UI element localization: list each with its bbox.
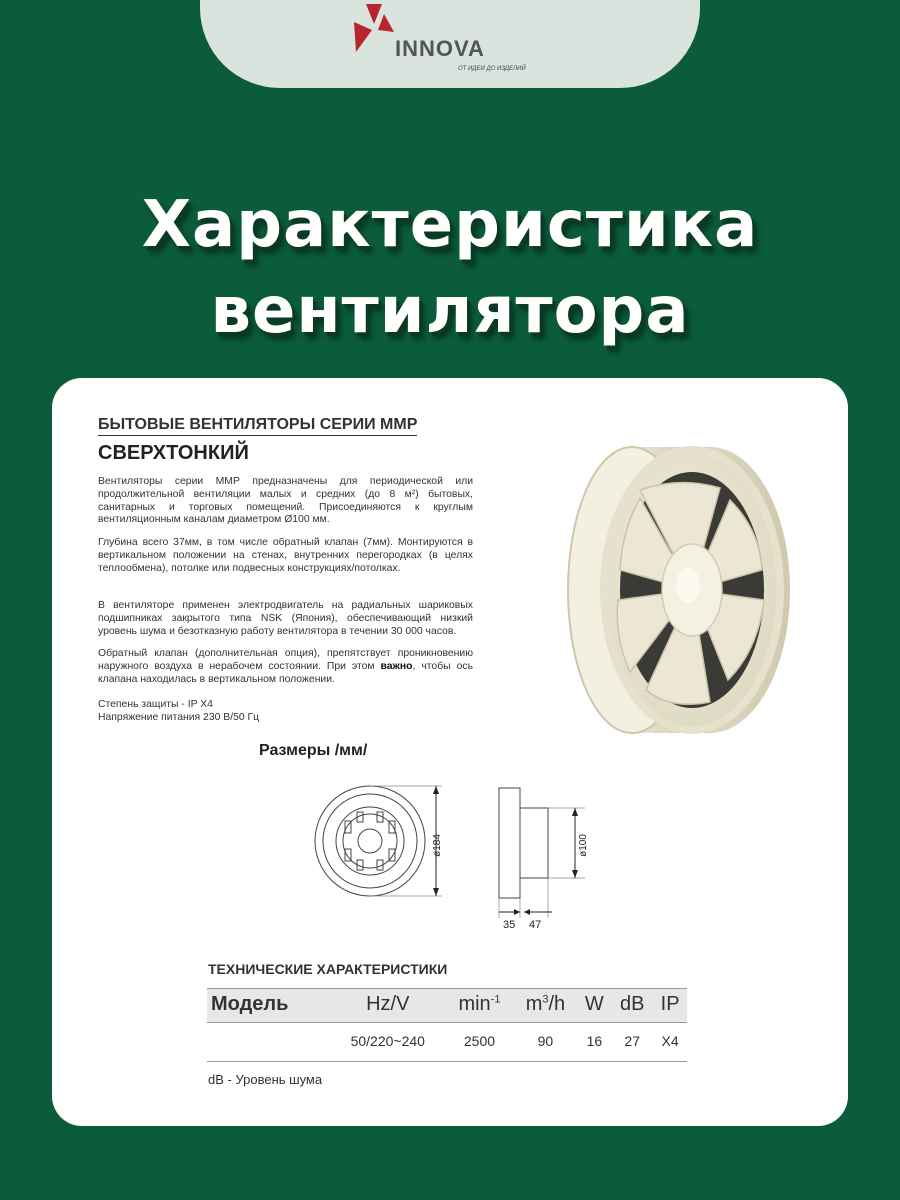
cell-ip: X4: [653, 1023, 687, 1062]
header-rpm: [446, 989, 514, 1023]
innova-logo-icon: [352, 2, 396, 56]
paragraph-valve-text-b: , чтобы ось клапана находилась в вертикальном положении.: [98, 660, 473, 685]
cell-model: [207, 1023, 330, 1062]
cell-hz-v: 50/220~240: [330, 1023, 446, 1062]
page-headline: [0, 182, 900, 354]
table-row: [207, 1023, 687, 1062]
paragraph-purpose: [98, 476, 473, 527]
tech-specs-table: [207, 988, 687, 1062]
sheet-subtitle: СВЕРХТОНКИЙ: [98, 442, 249, 464]
paragraph-valve: [98, 648, 473, 686]
headline-line-1: Характеристика: [141, 188, 759, 262]
paragraph-purpose-text: Вентиляторы серии ММР предназначены для периодической или продолжительной вентиляции малых и средних (до 8 м²) бытовых, санитарных и торговых помещений. Присоединяются к круглым вентиляционным каналам диаметром Ø100 мм.: [98, 476, 473, 526]
fan-product-image: [560, 440, 800, 740]
brand-tagline: ОТ ИДЕИ ДО ИЗДЕЛИЙ: [458, 66, 526, 72]
dimension-depth-a: 35: [503, 919, 516, 931]
paragraph-motor-text: В вентиляторе применен электродвигатель на радиальных шариковых подшипниках закрытого типа NSK (Япония), обеспечивающий низкий уровень шума и безотказную работу вентилятора в течении 30 000 часов.: [98, 600, 473, 637]
header-hz-v: Hz/V: [330, 989, 446, 1023]
cell-airflow: 90: [513, 1023, 577, 1062]
brand-name: INNOVA: [395, 36, 485, 61]
header-airflow-sup: 3: [542, 993, 549, 1006]
paragraph-mounting: [98, 537, 473, 575]
header-ip: IP: [653, 989, 687, 1023]
header-airflow-label: m: [525, 993, 543, 1015]
dimension-outer-diameter: ø184: [431, 834, 443, 857]
cell-rpm: 2500: [446, 1023, 514, 1062]
dimension-depth-b: 47: [529, 919, 542, 931]
paragraph-valve-text-a: Обратный клапан (дополнительная опция), препятствует проникновению наружного воздуха в нерабочем состоянии. При этом: [98, 648, 473, 672]
paragraph-ratings: [98, 699, 473, 725]
dimension-duct-diameter: ø100: [577, 834, 589, 857]
voltage-text: Напряжение питания 230 В/50 Гц: [98, 711, 260, 723]
side-view-drawing: [495, 784, 595, 934]
tech-specs-title: ТЕХНИЧЕСКИЕ ХАРАКТЕРИСТИКИ: [208, 961, 448, 977]
paragraph-motor: [98, 600, 473, 638]
header-model: Модель: [207, 989, 330, 1023]
ip-rating-text: Степень защиты - IP X4: [98, 699, 213, 710]
cell-power: 16: [577, 1023, 611, 1062]
header-rpm-sup: -1: [490, 993, 501, 1006]
header-airflow-unit: /h: [548, 993, 566, 1015]
header-rpm-label: min: [458, 993, 491, 1015]
cell-noise: 27: [611, 1023, 653, 1062]
dimensions-title: Размеры /мм/: [259, 742, 368, 759]
table-header-row: [207, 989, 687, 1023]
noise-note: dB - Уровень шума: [208, 1072, 323, 1087]
paragraph-valve-emphasis: важно: [380, 660, 413, 672]
header-airflow: [513, 989, 577, 1023]
header-noise: dB: [611, 989, 653, 1023]
header-power: W: [577, 989, 611, 1023]
sheet-title: БЫТОВЫЕ ВЕНТИЛЯТОРЫ СЕРИИ ММР: [98, 416, 417, 436]
headline-line-2: вентилятора: [210, 274, 690, 348]
paragraph-mounting-text: Глубина всего 37мм, в том числе обратный клапан (7мм). Монтируются в вертикальном положении на стенах, внутренних перегородках (в целях теплообмена), потолке или подвесных конструкциях/потолках.: [98, 537, 473, 574]
